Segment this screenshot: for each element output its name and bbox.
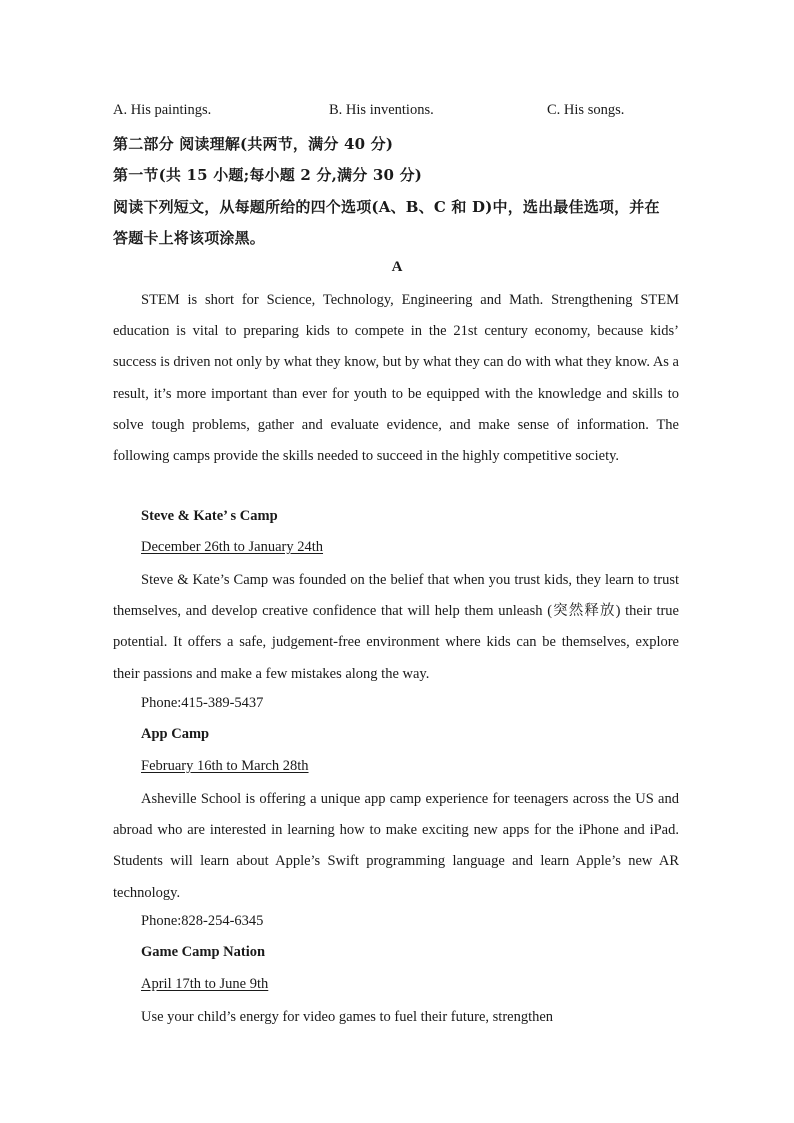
question-options — [113, 102, 713, 122]
camp-description-steve-kate: Steve & Kate’s Camp was founded on the belief that when you trust kids, they learn to trust themselves, and develop creative confidence that will help them unleash (突然释放) their true potential. It offers a safe, judgement-free environment where kids can be themselves, explore their passions and make a few mistakes along the way. — [113, 572, 679, 682]
camp-name-game-camp-nation: Game Camp Nation — [141, 944, 266, 960]
passage-intro-paragraph: STEM is short for Science, Technology, Engineering and Math. Strengthening STEM education is vital to preparing kids to compete in the 21st century economy, because kids’ success is driven not only by what they know, but by what they can do with what they know. As a result, it’s more important than ever for youth to be equipped with the knowledge and skills to solve tough problems, gather and evaluate evidence, and make sense of information. The following camps provide the skills needed to succeed in the highly competitive society. — [113, 292, 679, 465]
passage-title: A — [391, 259, 403, 275]
camp-dates-game-camp-nation: April 17th to June 9th — [141, 976, 269, 992]
camp-description-game-camp-nation: Use your child’s energy for video games to fuel their future, strengthen — [141, 1009, 554, 1025]
option-a: A. His paintings. — [113, 102, 212, 118]
instruction-line-2: 答题卡上将该项涂黑。 — [113, 229, 266, 247]
camp-dates-steve-kate: December 26th to January 24th — [141, 539, 324, 555]
camp-description-app-camp: Asheville School is offering a unique app camp experience for teenagers across the US and abroad who are interested in learning how to make exciting new apps for the iPhone and iPad. Students will learn about Apple’s Swift programming language and learn Apple’s new AR technology. — [113, 791, 679, 901]
camp-name-app-camp: App Camp — [141, 726, 210, 742]
part-two-heading: 第二部分 阅读理解(共两节，满分 40 分) — [113, 135, 394, 153]
camp-name-steve-kate: Steve & Kate’ s Camp — [141, 508, 278, 524]
option-c: C. His songs. — [547, 102, 625, 118]
option-b: B. His inventions. — [329, 102, 434, 118]
instruction-line-1: 阅读下列短文，从每题所给的四个选项(A、B、C 和 D)中，选出最佳选项，并在 — [113, 198, 660, 216]
camp-phone-app-camp: Phone:828-254-6345 — [141, 913, 264, 929]
section-one-heading: 第一节(共 15 小题;每小题 2 分,满分 30 分) — [113, 166, 423, 184]
camp-phone-steve-kate: Phone:415-389-5437 — [141, 695, 264, 711]
camp-dates-app-camp: February 16th to March 28th — [141, 758, 309, 774]
